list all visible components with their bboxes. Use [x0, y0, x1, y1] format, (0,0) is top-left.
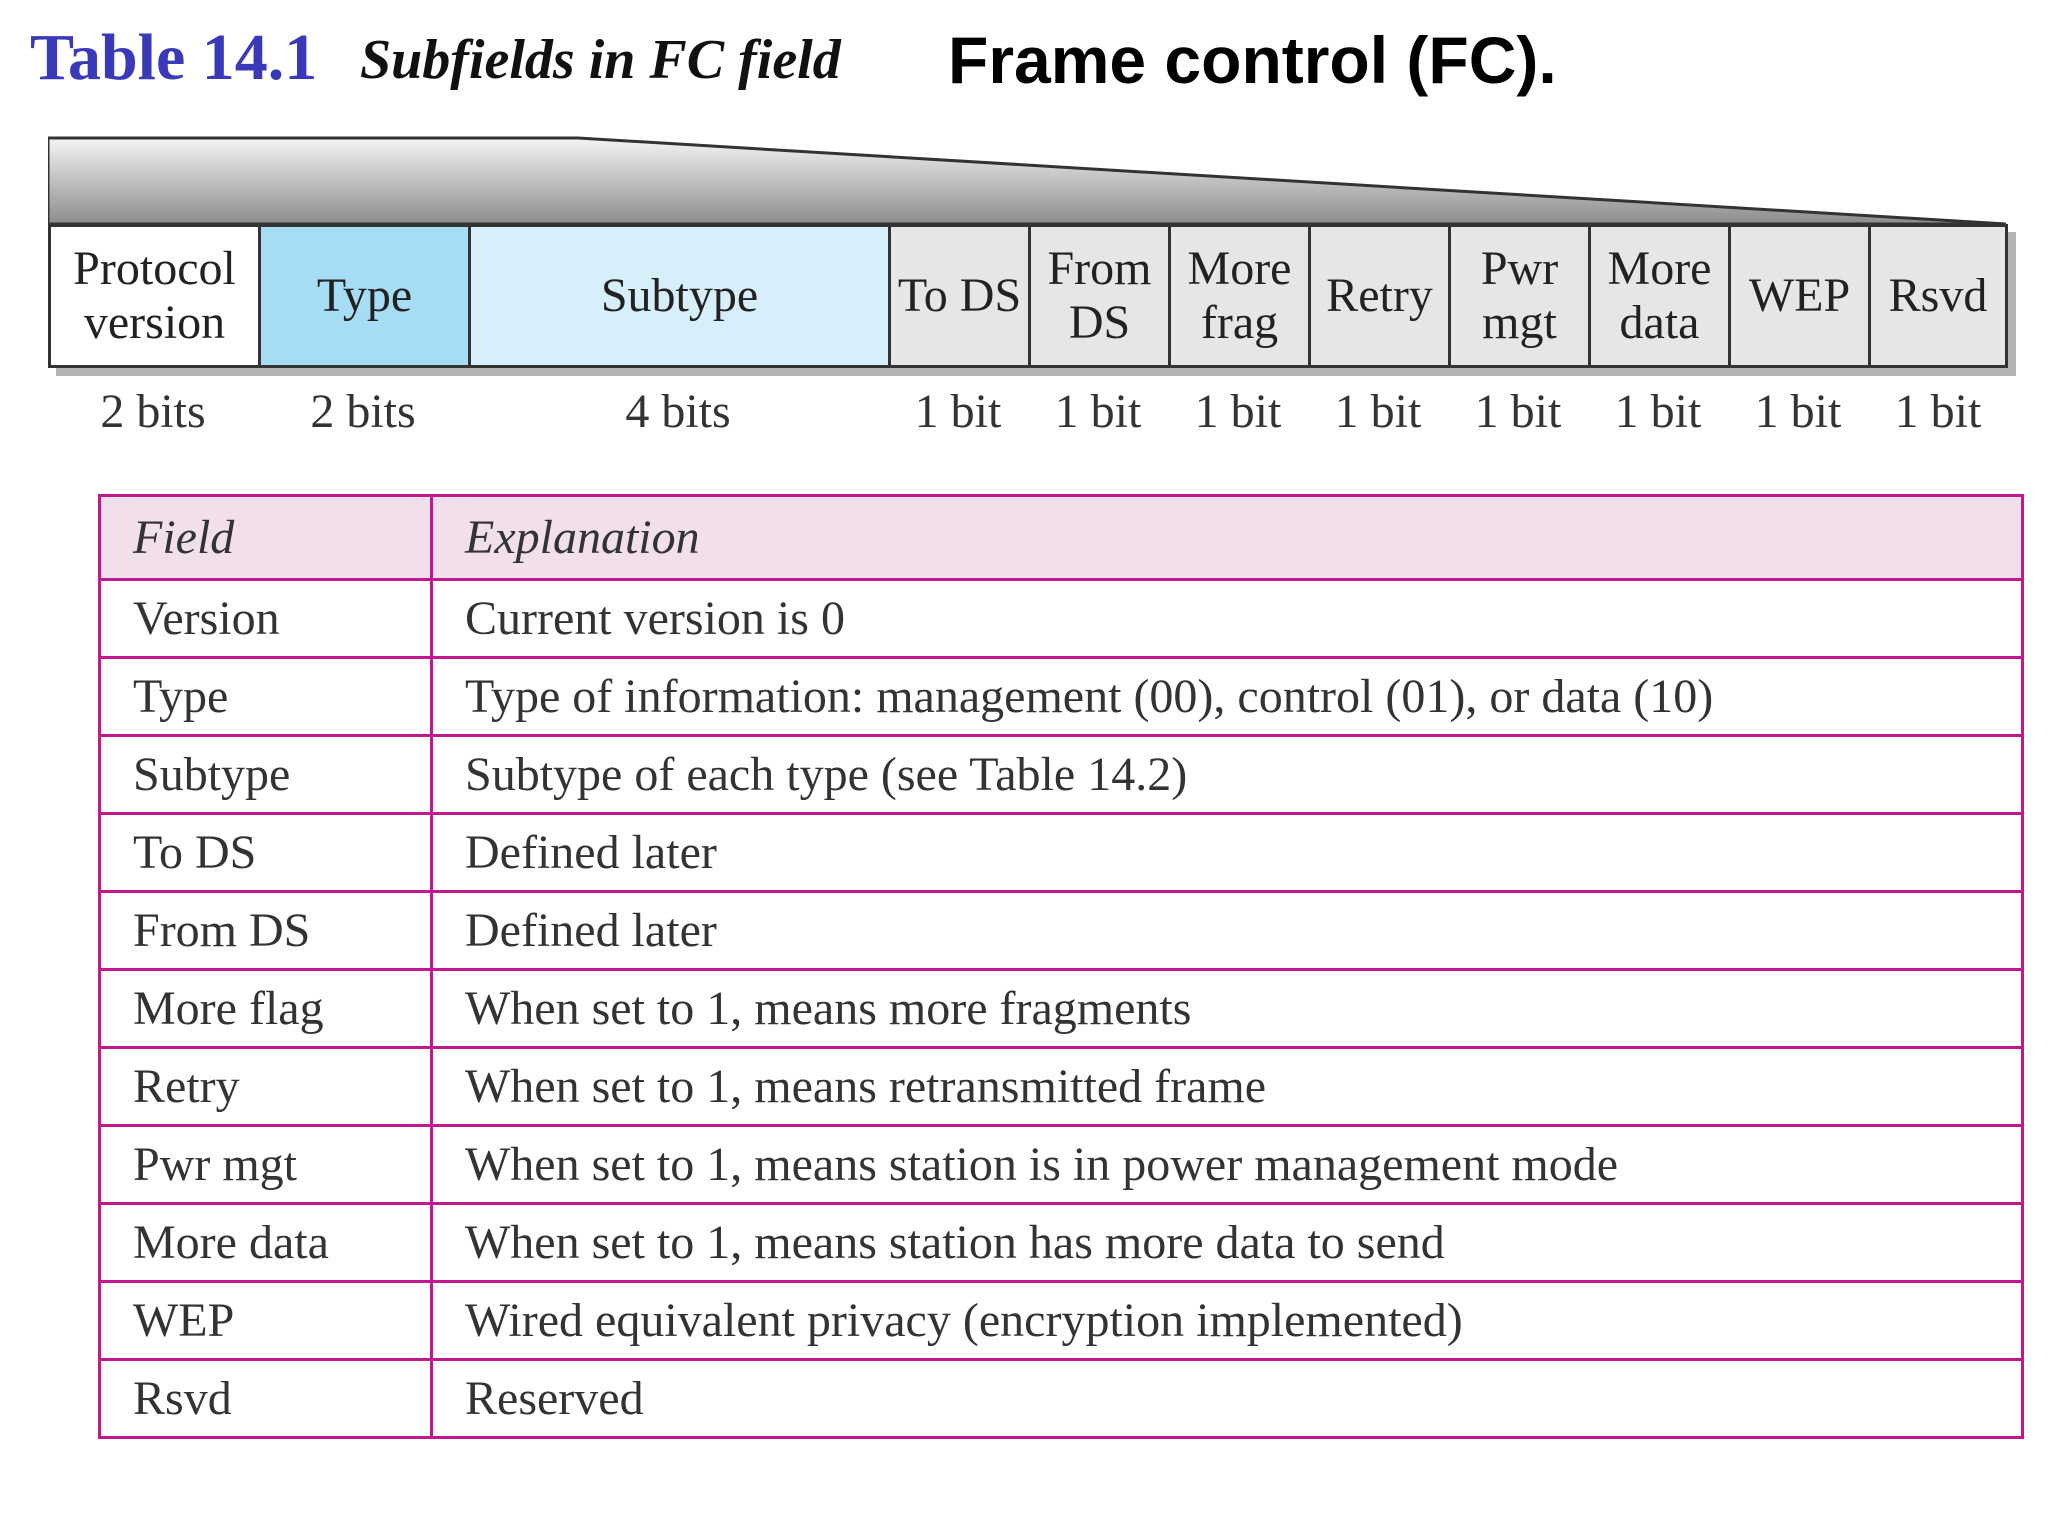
field-box: Type: [258, 224, 468, 368]
table-caption: Subfields in FC field: [360, 29, 841, 91]
table-row: [100, 580, 2023, 658]
row-explanation: Defined later: [432, 814, 2023, 892]
table-label: Table 14.1: [30, 21, 318, 94]
field-box: More frag: [1168, 224, 1308, 368]
row-explanation: Defined later: [432, 892, 2023, 970]
slide-title: Frame control (FC).: [948, 23, 1557, 97]
table-row: [100, 970, 2023, 1048]
header-field: Field: [100, 496, 432, 580]
row-explanation: When set to 1, means station has more data to send: [432, 1204, 2023, 1282]
table-row: [100, 1360, 2023, 1438]
field-bits: 2 bits: [100, 385, 206, 438]
field-box: Pwr mgt: [1448, 224, 1588, 368]
field-bits: 1 bit: [1754, 385, 1842, 438]
table-row: [100, 814, 2023, 892]
row-explanation: Subtype of each type (see Table 14.2): [432, 736, 2023, 814]
table-row: [100, 1204, 2023, 1282]
row-explanation: When set to 1, means retransmitted frame: [432, 1048, 2023, 1126]
row-explanation: When set to 1, means more fragments: [432, 970, 2023, 1048]
table-row: [100, 1048, 2023, 1126]
row-field: From DS: [100, 892, 432, 970]
field-bits: 1 bit: [914, 385, 1002, 438]
table-header-row: [100, 496, 2023, 580]
field-box: From DS: [1028, 224, 1168, 368]
row-explanation: Current version is 0: [432, 580, 2023, 658]
field-box: Rsvd: [1868, 224, 2008, 368]
table-row: [100, 658, 2023, 736]
row-field: Type: [100, 658, 432, 736]
field-bits: 1 bit: [1614, 385, 1702, 438]
field-box: More data: [1588, 224, 1728, 368]
field-bits: 1 bit: [1894, 385, 1982, 438]
field-bits: 1 bit: [1334, 385, 1422, 438]
field-box: Subtype: [468, 224, 888, 368]
row-field: More flag: [100, 970, 432, 1048]
row-field: More data: [100, 1204, 432, 1282]
header-explanation: Explanation: [432, 496, 2023, 580]
table-row: [100, 892, 2023, 970]
row-field: WEP: [100, 1282, 432, 1360]
field-bits: 1 bit: [1194, 385, 1282, 438]
expansion-wedge: [48, 136, 2008, 236]
table-row: [100, 736, 2023, 814]
field-box: Retry: [1308, 224, 1448, 368]
row-explanation: Wired equivalent privacy (encryption implemented): [432, 1282, 2023, 1360]
table-row: [100, 1282, 2023, 1360]
row-explanation: Type of information: management (00), control (01), or data (10): [432, 658, 2023, 736]
row-field: Retry: [100, 1048, 432, 1126]
frame-control-diagram: [48, 136, 2008, 456]
row-field: Pwr mgt: [100, 1126, 432, 1204]
field-bits: 2 bits: [310, 385, 416, 438]
bit-sizes-row: [48, 384, 2008, 439]
field-box: To DS: [888, 224, 1028, 368]
row-field: Subtype: [100, 736, 432, 814]
row-field: Version: [100, 580, 432, 658]
row-field: To DS: [100, 814, 432, 892]
field-bits: 1 bit: [1474, 385, 1562, 438]
field-box: Protocol version: [48, 224, 258, 368]
subfield-table: [98, 494, 2024, 1439]
field-box: WEP: [1728, 224, 1868, 368]
table-row: [100, 1126, 2023, 1204]
row-explanation: Reserved: [432, 1360, 2023, 1438]
field-row: [48, 224, 2008, 368]
field-bits: 1 bit: [1054, 385, 1142, 438]
row-field: Rsvd: [100, 1360, 432, 1438]
field-bits: 4 bits: [625, 385, 731, 438]
row-explanation: When set to 1, means station is in power management mode: [432, 1126, 2023, 1204]
